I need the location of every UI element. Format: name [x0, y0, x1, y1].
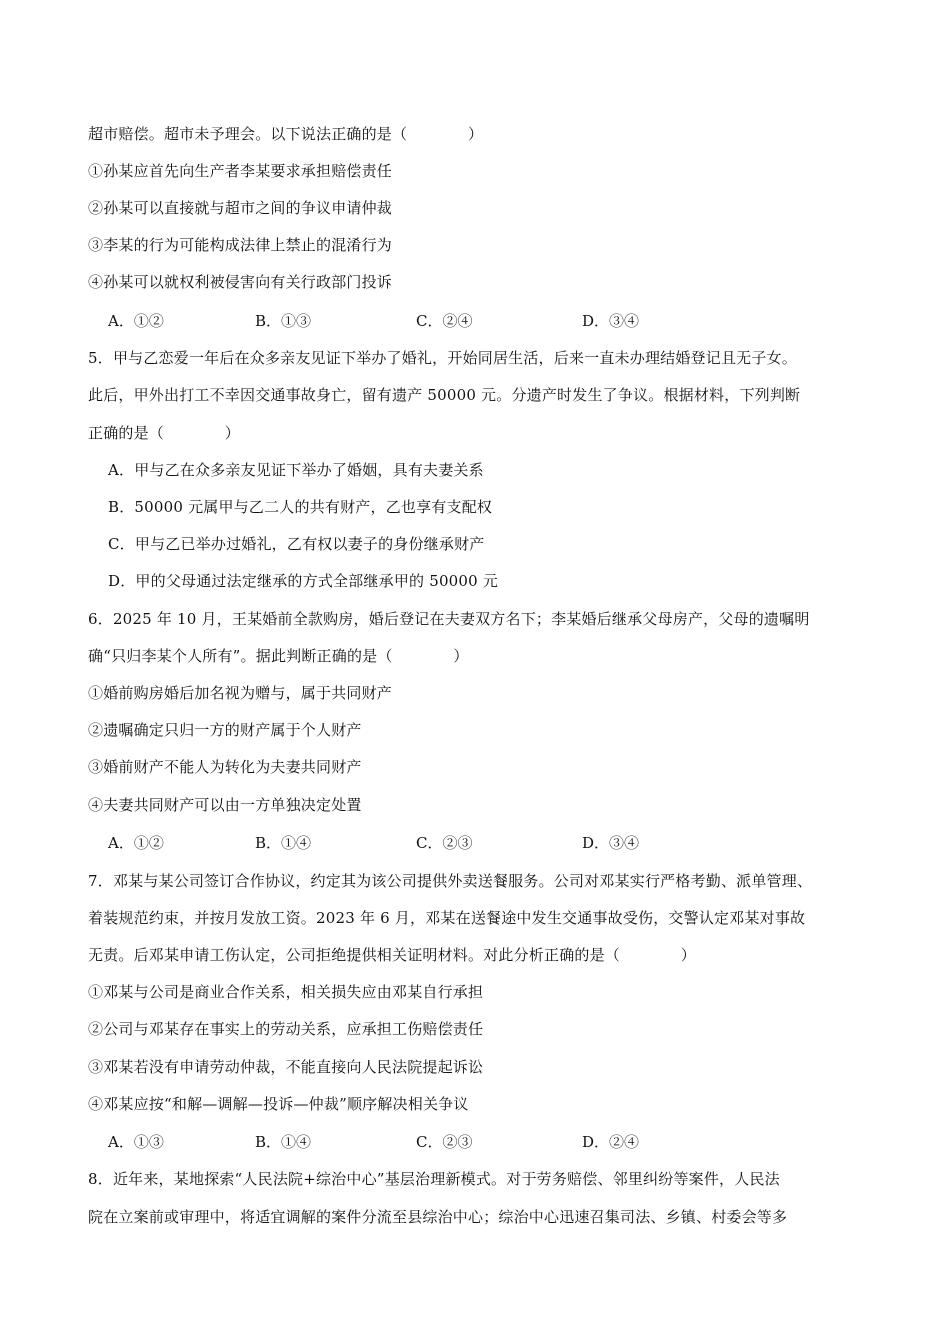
q7-option-b[interactable]: B．①④: [255, 1133, 312, 1151]
q6-option-d[interactable]: D．③④: [582, 834, 640, 852]
q4-statement-4: ④孙某可以就权利被侵害向有关行政部门投诉: [88, 273, 393, 291]
q7-statement-3: ③邓某若没有申请劳动仲裁，不能直接向人民法院提起诉讼: [88, 1058, 484, 1076]
q6-options: [108, 833, 868, 853]
q7-statement-1: ①邓某与公司是商业合作关系，相关损失应由邓某自行承担: [88, 983, 484, 1001]
q7-stem-line-1: 7．邓某与某公司签订合作协议，约定其为该公司提供外卖送餐服务。公司对邓某实行严格考勤、派单管理、: [88, 872, 813, 890]
q6-option-b[interactable]: B．①④: [255, 834, 312, 852]
q4-statement-1: ①孙某应首先向生产者李某要求承担赔偿责任: [88, 162, 393, 180]
q7-stem-line-3: 无责。后邓某申请工伤认定，公司拒绝提供相关证明材料。对此分析正确的是（ ）: [88, 946, 697, 964]
q6-stem-line-2: 确“只归李某个人所有”。据此判断正确的是（ ）: [88, 647, 469, 665]
q7-option-a[interactable]: A．①③: [108, 1133, 164, 1151]
q7-option-c[interactable]: C．②③: [416, 1133, 473, 1151]
q5-stem-line-2: 此后，甲外出打工不幸因交通事故身亡，留有遗产 50000 元。分遗产时发生了争议。根据材料，下列判断: [88, 386, 801, 404]
q5-stem-line-3: 正确的是（ ）: [88, 424, 241, 442]
q5-stem-line-1: 5．甲与乙恋爱一年后在众多亲友见证下举办了婚礼，开始同居生活，后来一直未办理结婚登记且无子女。: [88, 349, 797, 367]
q7-statement-4: ④邓某应按“和解—调解—投诉—仲裁”顺序解决相关争议: [88, 1095, 469, 1113]
q4-statement-3: ③李某的行为可能构成法律上禁止的混淆行为: [88, 236, 393, 254]
q7-stem-line-2: 着装规范约束，并按月发放工资。2023 年 6 月，邓某在送餐途中发生交通事故受伤，交警认定邓某对事故: [88, 909, 806, 927]
q6-statement-4: ④夫妻共同财产可以由一方单独决定处置: [88, 796, 362, 814]
q5-option-a[interactable]: A．甲与乙在众多亲友见证下举办了婚姻，具有夫妻关系: [108, 461, 484, 479]
q4-option-b[interactable]: B．①③: [255, 312, 312, 330]
q6-option-a[interactable]: A．①②: [108, 834, 164, 852]
q6-stem-line-1: 6．2025 年 10 月，王某婚前全款购房，婚后登记在夫妻双方名下；李某婚后继承父母房产，父母的遗嘱明: [88, 610, 810, 628]
q5-option-c[interactable]: C．甲与乙已举办过婚礼，乙有权以妻子的身份继承财产: [108, 535, 485, 553]
q7-options: [108, 1132, 868, 1152]
q8-stem-line-2: 院在立案前或审理中，将适宜调解的案件分流至县综治中心；综治中心迅速召集司法、乡镇、村委会等多: [88, 1208, 788, 1226]
q7-statement-2: ②公司与邓某存在事实上的劳动关系，应承担工伤赔偿责任: [88, 1020, 484, 1038]
q6-statement-1: ①婚前购房婚后加名视为赠与，属于共同财产: [88, 684, 393, 702]
q4-stem-tail: 超市赔偿。超市未予理会。以下说法正确的是（ ）: [88, 125, 484, 143]
q8-stem-line-1: 8．近年来，某地探索“人民法院+综治中心”基层治理新模式。对于劳务赔偿、邻里纠纷等案件，人民法: [88, 1170, 780, 1188]
q7-option-d[interactable]: D．②④: [582, 1133, 640, 1151]
q6-statement-3: ③婚前财产不能人为转化为夫妻共同财产: [88, 758, 362, 776]
q4-option-c[interactable]: C．②④: [416, 312, 473, 330]
q4-option-d[interactable]: D．③④: [582, 312, 640, 330]
q4-statement-2: ②孙某可以直接就与超市之间的争议申请仲裁: [88, 199, 393, 217]
q5-option-d[interactable]: D．甲的父母通过法定继承的方式全部继承甲的 50000 元: [108, 572, 499, 590]
q5-option-b[interactable]: B．50000 元属甲与乙二人的共有财产，乙也享有支配权: [108, 498, 493, 516]
q4-options: [108, 311, 868, 331]
q4-option-a[interactable]: A．①②: [108, 312, 164, 330]
q6-statement-2: ②遗嘱确定只归一方的财产属于个人财产: [88, 721, 362, 739]
q6-option-c[interactable]: C．②③: [416, 834, 473, 852]
